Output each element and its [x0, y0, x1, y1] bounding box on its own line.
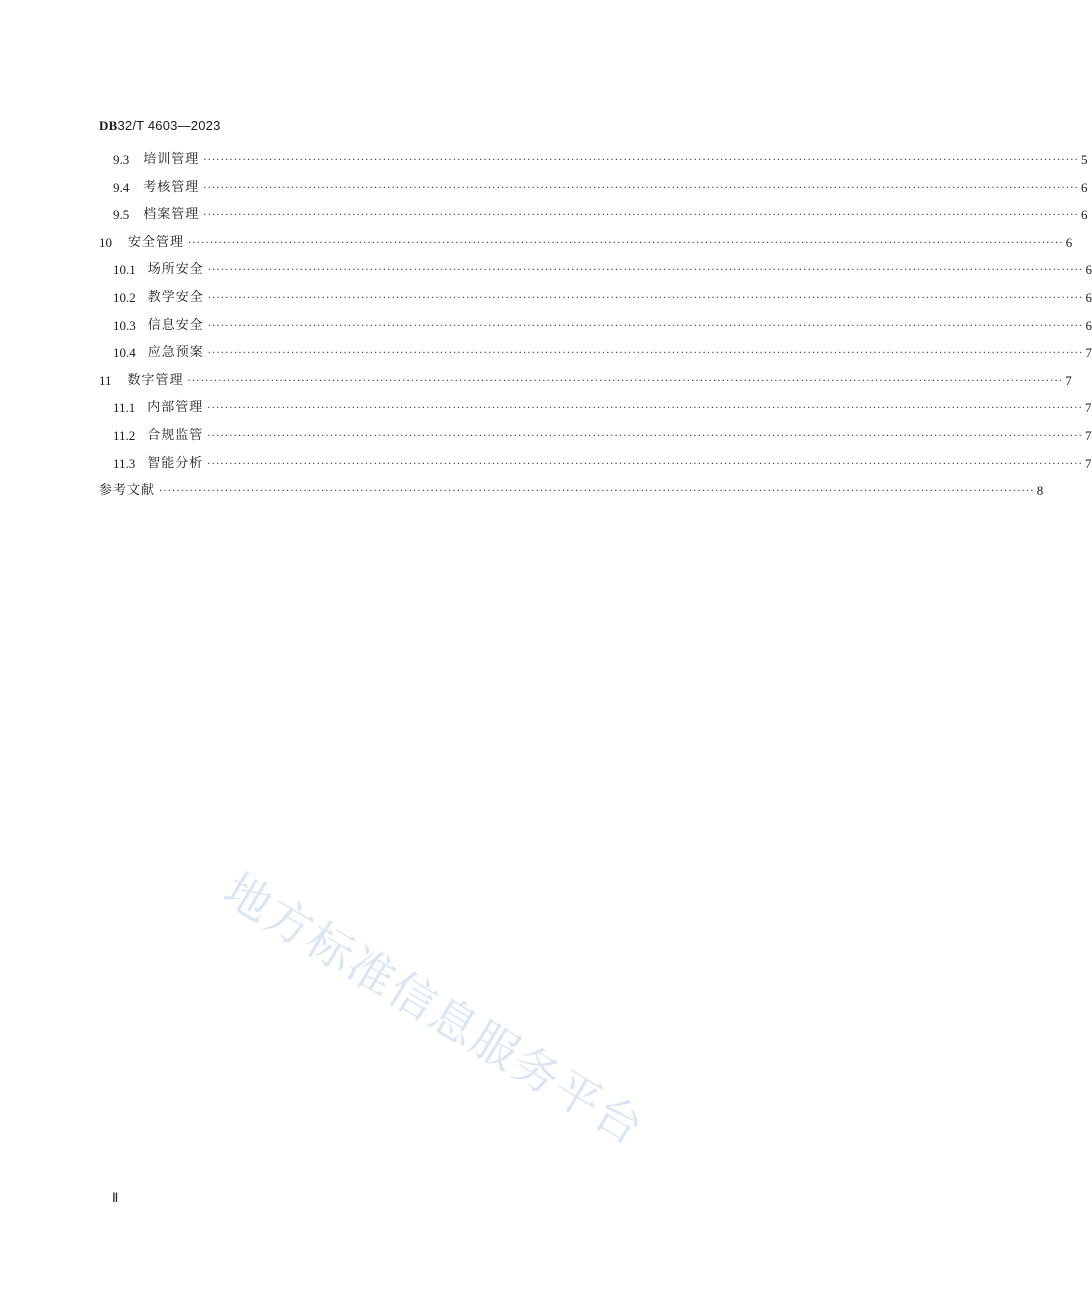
toc-entry-page: 7	[1085, 400, 1092, 416]
toc-leader-dots: ········································································································································································································	[187, 375, 1064, 387]
page-number: Ⅱ	[112, 1190, 119, 1205]
toc-entry-number: 11.2	[113, 428, 136, 443]
toc-entry[interactable]	[99, 367, 1072, 389]
toc-entry[interactable]	[99, 477, 1044, 499]
toc-leader-dots: ········································································································································································································	[207, 320, 1084, 332]
toc-leader-dots: ········································································································································································································	[203, 182, 1080, 194]
toc-entry-number: 9.5	[113, 207, 130, 223]
toc-entry-title: 应急预案	[147, 345, 204, 361]
toc-entry-title: 内部管理	[147, 400, 204, 416]
toc-leader-dots: ········································································································································································································	[207, 458, 1084, 470]
toc-entry-title: 信息安全	[147, 317, 204, 333]
toc-entry-title: 场所安全	[147, 262, 204, 278]
toc-entry[interactable]	[113, 312, 1092, 334]
toc-entry-number: 10.2	[113, 290, 136, 305]
toc-entry-number: 10.3	[113, 317, 136, 333]
toc-leader-dots: ········································································································································································································	[207, 293, 1084, 304]
toc-entry-number: 10.4	[113, 345, 136, 361]
toc-entry[interactable]	[99, 229, 1073, 251]
toc-entry-page: 6	[1081, 207, 1088, 223]
toc-entry-number: 11	[99, 372, 112, 388]
toc-leader-dots: ········································································································································································································	[159, 486, 1035, 498]
document-code-number: 32/T 4603—2023	[117, 118, 221, 133]
toc-entry-page: 6	[1085, 290, 1092, 305]
toc-entry-page: 6	[1085, 262, 1092, 278]
toc-entry-number: 11.3	[113, 455, 136, 471]
toc-leader-dots: ········································································································································································································	[188, 237, 1064, 249]
toc-leader-dots: ········································································································································································································	[207, 348, 1084, 360]
toc-entry-page: 6	[1085, 317, 1092, 333]
toc-entry[interactable]	[113, 201, 1088, 223]
toc-entry-page: 6	[1065, 234, 1073, 250]
toc-entry-number: 11.1	[113, 400, 136, 416]
toc-entry-number: 9.3	[113, 152, 130, 167]
toc-entry-title: 教学安全	[147, 290, 204, 305]
toc-entry-page: 7	[1085, 455, 1092, 471]
toc-entry-title: 安全管理	[128, 234, 185, 250]
toc-entry-page: 7	[1085, 428, 1092, 443]
toc-entry[interactable]	[113, 146, 1088, 168]
toc-entry-title: 数字管理	[127, 372, 184, 388]
toc-entry-page: 5	[1081, 152, 1088, 167]
toc-entry-title: 智能分析	[147, 455, 204, 471]
toc-entry-title: 考核管理	[143, 179, 200, 195]
toc-entry[interactable]	[113, 394, 1092, 416]
toc-leader-dots: ········································································································································································································	[203, 155, 1080, 166]
toc-entry-title: 合规监管	[147, 428, 204, 443]
toc-entry[interactable]	[113, 450, 1092, 472]
toc-entry[interactable]	[113, 174, 1088, 196]
toc-entry[interactable]	[113, 284, 1092, 306]
toc-entry-title: 参考文献	[99, 483, 156, 499]
document-code	[99, 118, 221, 134]
toc-entry-page: 7	[1065, 372, 1072, 388]
toc-entry[interactable]	[113, 422, 1092, 444]
document-code-prefix: DB	[99, 118, 118, 133]
toc-entry-title: 档案管理	[143, 207, 200, 223]
toc-entry-number: 9.4	[113, 179, 130, 195]
toc-leader-dots: ········································································································································································································	[203, 210, 1080, 222]
toc-entry[interactable]	[113, 339, 1092, 361]
watermark-text: 地方标准信息服务平台	[214, 862, 654, 1156]
toc-entry-number: 10.1	[113, 262, 136, 278]
toc-leader-dots: ········································································································································································································	[207, 265, 1084, 277]
toc-leader-dots: ········································································································································································································	[207, 403, 1084, 415]
toc-entry[interactable]	[113, 256, 1092, 278]
toc-entry-page: 7	[1085, 345, 1092, 361]
toc-entry-page: 6	[1081, 179, 1088, 195]
toc-leader-dots: ········································································································································································································	[207, 431, 1084, 442]
toc-entry-page: 8	[1036, 483, 1044, 499]
toc-entry-number: 10	[99, 234, 112, 250]
toc-entry-title: 培训管理	[143, 152, 200, 167]
